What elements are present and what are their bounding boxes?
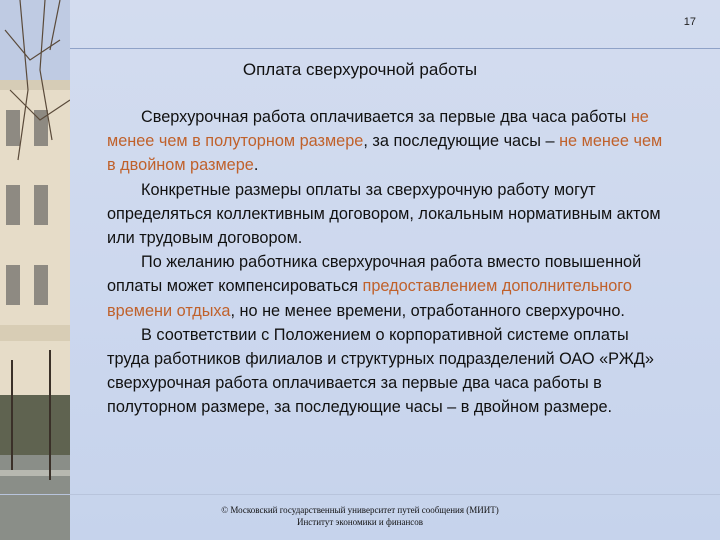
body-paragraph	[107, 178, 673, 251]
footer-institute: Институт экономики и финансов	[296, 517, 424, 527]
highlighted-text: не менее чем в полуторном размере	[107, 108, 649, 151]
slide-body	[107, 105, 673, 420]
body-text-run: , за последующие часы –	[363, 132, 560, 151]
header-divider	[70, 48, 720, 49]
highlighted-text: не менее чем в двойном размере	[107, 132, 663, 175]
footer	[0, 504, 720, 528]
page-number: 17	[683, 16, 696, 28]
body-paragraph	[107, 105, 673, 178]
body-paragraph	[107, 323, 673, 420]
highlighted-text: предоставлением дополнительного времени отдыха	[107, 277, 632, 320]
body-paragraph	[107, 250, 673, 323]
body-text-run: .	[253, 156, 259, 175]
footer-divider	[0, 494, 720, 495]
footer-university: © Московский государственный университет путей сообщения (МИИТ)	[221, 505, 499, 515]
body-text-run: По желанию работника сверхурочная работа вместо повышенной оплаты может компенсироваться	[107, 253, 642, 296]
slide-title: Оплата сверхурочной работы	[242, 60, 478, 79]
body-text-run: В соответствии с Положением о корпоративной системе оплаты труда работников филиалов и структурных подразделений ОАО «РЖД» сверхурочная работа оплачивается за первые два часа работы в полуторном размере, за последующие часы – в двойном размере.	[107, 325, 654, 417]
body-text-run: , но не менее времени, отработанного сверхурочно.	[230, 301, 625, 320]
body-text-run: Конкретные размеры оплаты за сверхурочную работу могут определяться коллективным договором, локальным нормативным актом или трудовым договором.	[107, 180, 661, 248]
body-text-run: Сверхурочная работа оплачивается за первые два часа работы	[141, 108, 631, 126]
